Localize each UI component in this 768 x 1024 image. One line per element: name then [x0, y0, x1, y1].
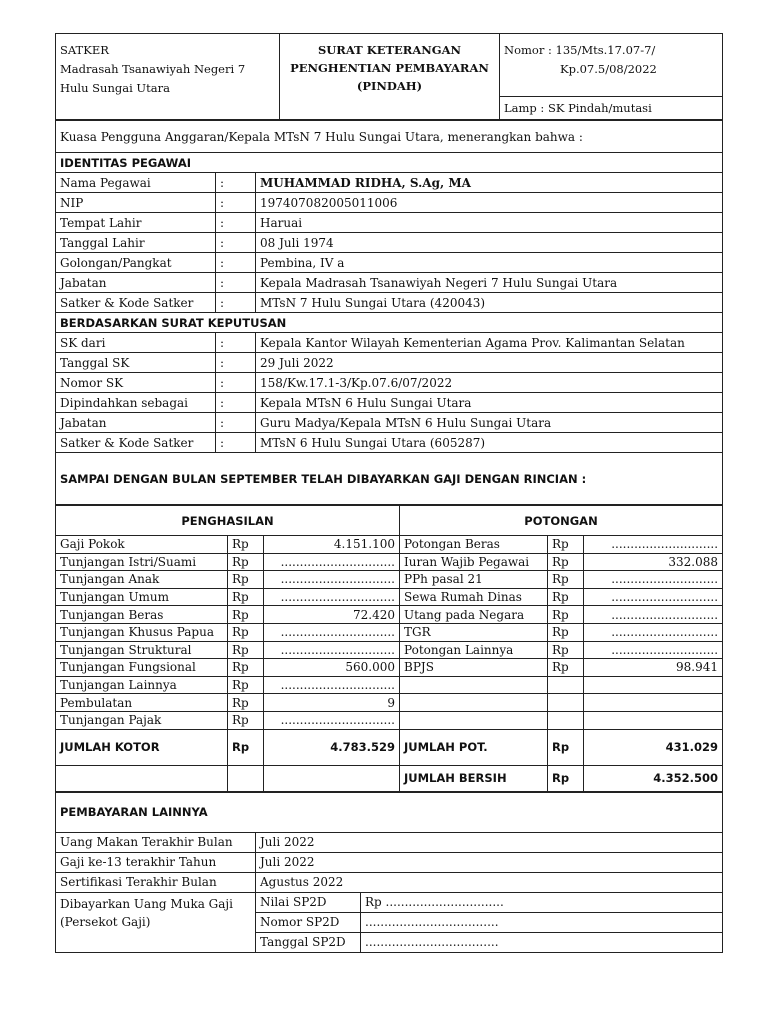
potongan-label: PPh pasal 21	[400, 571, 548, 589]
potongan-label	[400, 676, 548, 694]
field-colon: :	[216, 213, 256, 233]
keputusan-row	[56, 373, 723, 393]
identitas-row	[56, 293, 723, 313]
penghasilan-label: Tunjangan Struktural	[56, 641, 228, 659]
sp2d-label: Nilai SP2D	[256, 892, 361, 912]
potongan-label: Sewa Rumah Dinas	[400, 588, 548, 606]
field-colon: :	[216, 373, 256, 393]
jumlah-pot-label: JUMLAH POT.	[400, 729, 548, 765]
jumlah-pot-value: 431.029	[584, 729, 723, 765]
penghasilan-rp: Rp	[228, 659, 264, 677]
sp2d-row	[56, 892, 723, 912]
field-colon: :	[216, 333, 256, 353]
field-label: Tanggal SK	[56, 353, 216, 373]
identitas-row	[56, 233, 723, 253]
field-value: Juli 2022	[256, 832, 723, 852]
field-label: SK dari	[56, 333, 216, 353]
section-title-lainnya: PEMBAYARAN LAINNYA	[56, 792, 723, 832]
jumlah-bersih-rp: Rp	[548, 765, 584, 791]
salary-row	[56, 623, 723, 641]
document-title-line2: PENGHENTIAN PEMBAYARAN	[290, 61, 489, 75]
penghasilan-rp: Rp	[228, 641, 264, 659]
penghasilan-rp: Rp	[228, 676, 264, 694]
other-payments-table	[55, 792, 723, 953]
penghasilan-label: Tunjangan Lainnya	[56, 676, 228, 694]
field-colon: :	[216, 353, 256, 373]
penghasilan-rp: Rp	[228, 588, 264, 606]
field-value: MTsN 7 Hulu Sungai Utara (420043)	[256, 293, 723, 313]
salary-row	[56, 553, 723, 571]
potongan-rp	[548, 694, 584, 712]
penghasilan-value: 560.000	[264, 659, 400, 677]
jumlah-kotor-rp: Rp	[228, 729, 264, 765]
field-label: Jabatan	[56, 273, 216, 293]
field-label: Nama Pegawai	[56, 173, 216, 193]
penghasilan-rp: Rp	[228, 571, 264, 589]
penghasilan-label: Pembulatan	[56, 694, 228, 712]
empty-cell	[264, 765, 400, 791]
field-label: Uang Makan Terakhir Bulan	[56, 832, 256, 852]
potongan-rp: Rp	[548, 606, 584, 624]
potongan-value: ............................	[584, 606, 723, 624]
uang-muka-cell	[56, 892, 256, 952]
field-label: NIP	[56, 193, 216, 213]
keputusan-row	[56, 413, 723, 433]
lainnya-row	[56, 872, 723, 892]
salary-row	[56, 694, 723, 712]
penghasilan-label: Tunjangan Fungsional	[56, 659, 228, 677]
penghasilan-value: ..............................	[264, 711, 400, 729]
lainnya-row	[56, 832, 723, 852]
potongan-value	[584, 711, 723, 729]
penghasilan-value: 72.420	[264, 606, 400, 624]
potongan-value	[584, 676, 723, 694]
field-label: Jabatan	[56, 413, 216, 433]
nomor-cell	[500, 34, 723, 97]
salary-row	[56, 641, 723, 659]
document-title-line1: SURAT KETERANGAN	[317, 43, 462, 57]
penghasilan-value: ..............................	[264, 676, 400, 694]
salary-row	[56, 588, 723, 606]
document-title-line3: (PINDAH)	[356, 79, 423, 93]
field-label: Sertifikasi Terakhir Bulan	[56, 872, 256, 892]
field-value: Kepala MTsN 6 Hulu Sungai Utara	[256, 393, 723, 413]
jumlah-bersih-label: JUMLAH BERSIH	[400, 765, 548, 791]
penghasilan-value: ..............................	[264, 641, 400, 659]
potongan-label: BPJS	[400, 659, 548, 677]
penghasilan-rp: Rp	[228, 536, 264, 554]
sp2d-value: ...................................	[361, 912, 723, 932]
field-colon: :	[216, 293, 256, 313]
salary-row	[56, 606, 723, 624]
potongan-rp: Rp	[548, 571, 584, 589]
sp2d-label: Nomor SP2D	[256, 912, 361, 932]
identitas-row	[56, 193, 723, 213]
salary-table	[55, 505, 723, 792]
field-label: Satker & Kode Satker	[56, 293, 216, 313]
field-value: Guru Madya/Kepala MTsN 6 Hulu Sungai Utara	[256, 413, 723, 433]
field-value: Pembina, IV a	[256, 253, 723, 273]
potongan-rp	[548, 711, 584, 729]
keputusan-row	[56, 353, 723, 373]
keputusan-row	[56, 393, 723, 413]
potongan-rp: Rp	[548, 588, 584, 606]
uang-muka-line2: (Persekot Gaji)	[60, 914, 151, 929]
potongan-value: ............................	[584, 588, 723, 606]
field-label: Nomor SK	[56, 373, 216, 393]
sp2d-label: Tanggal SP2D	[256, 932, 361, 952]
field-colon: :	[216, 273, 256, 293]
field-colon: :	[216, 173, 256, 193]
field-colon: :	[216, 253, 256, 273]
identitas-row	[56, 213, 723, 233]
jumlah-bersih-row	[56, 765, 723, 791]
potongan-rp: Rp	[548, 553, 584, 571]
field-value: 08 Juli 1974	[256, 233, 723, 253]
potongan-rp: Rp	[548, 623, 584, 641]
document	[55, 33, 722, 953]
potongan-rp: Rp	[548, 641, 584, 659]
jumlah-kotor-label: JUMLAH KOTOR	[56, 729, 228, 765]
uang-muka-line1: Dibayarkan Uang Muka Gaji	[60, 896, 233, 911]
section-title-identitas: IDENTITAS PEGAWAI	[56, 153, 723, 173]
jumlah-pot-rp: Rp	[548, 729, 584, 765]
potongan-label: Potongan Beras	[400, 536, 548, 554]
jumlah-kotor-row	[56, 729, 723, 765]
section-title-rincian: SAMPAI DENGAN BULAN SEPTEMBER TELAH DIBAYARKAN GAJI DENGAN RINCIAN :	[56, 453, 723, 505]
satker-cell	[56, 34, 280, 120]
penghasilan-label: Tunjangan Beras	[56, 606, 228, 624]
potongan-label: Potongan Lainnya	[400, 641, 548, 659]
field-value: 29 Juli 2022	[256, 353, 723, 373]
field-label: Dipindahkan sebagai	[56, 393, 216, 413]
potongan-rp	[548, 676, 584, 694]
potongan-label: Utang pada Negara	[400, 606, 548, 624]
identitas-row	[56, 253, 723, 273]
field-value: 158/Kw.17.1-3/Kp.07.6/07/2022	[256, 373, 723, 393]
lainnya-row	[56, 852, 723, 872]
jumlah-kotor-value: 4.783.529	[264, 729, 400, 765]
field-value: Kepala Madrasah Tsanawiyah Negeri 7 Hulu Sungai Utara	[256, 273, 723, 293]
satker-label: SATKER	[60, 43, 109, 57]
potongan-rp: Rp	[548, 536, 584, 554]
penghasilan-value: ..............................	[264, 571, 400, 589]
field-colon: :	[216, 193, 256, 213]
header-table	[55, 33, 723, 120]
field-colon: :	[216, 433, 256, 453]
penghasilan-rp: Rp	[228, 553, 264, 571]
potongan-label	[400, 711, 548, 729]
field-label: Tempat Lahir	[56, 213, 216, 233]
potongan-value: ............................	[584, 641, 723, 659]
potongan-value: 332.088	[584, 553, 723, 571]
penghasilan-header: PENGHASILAN	[56, 506, 400, 536]
sp2d-value: ...................................	[361, 932, 723, 952]
identitas-row	[56, 273, 723, 293]
nomor-line1: Nomor : 135/Mts.17.07-7/	[504, 43, 656, 57]
field-value: Haruai	[256, 213, 723, 233]
penghasilan-rp: Rp	[228, 711, 264, 729]
empty-cell	[228, 765, 264, 791]
sp2d-value: Rp ...............................	[361, 892, 723, 912]
potongan-rp: Rp	[548, 659, 584, 677]
penghasilan-label: Gaji Pokok	[56, 536, 228, 554]
field-value: 197407082005011006	[256, 193, 723, 213]
salary-row	[56, 711, 723, 729]
field-colon: :	[216, 233, 256, 253]
potongan-value: ............................	[584, 623, 723, 641]
penghasilan-value: 9	[264, 694, 400, 712]
potongan-header: POTONGAN	[400, 506, 723, 536]
identitas-row	[56, 173, 723, 193]
intro-text: Kuasa Pengguna Anggaran/Kepala MTsN 7 Hulu Sungai Utara, menerangkan bahwa :	[56, 121, 723, 153]
field-label: Tanggal Lahir	[56, 233, 216, 253]
penghasilan-value: 4.151.100	[264, 536, 400, 554]
field-value: MUHAMMAD RIDHA, S.Ag, MA	[256, 173, 723, 193]
potongan-value: 98.941	[584, 659, 723, 677]
potongan-value: ............................	[584, 571, 723, 589]
keputusan-row	[56, 433, 723, 453]
penghasilan-label: Tunjangan Istri/Suami	[56, 553, 228, 571]
penghasilan-label: Tunjangan Anak	[56, 571, 228, 589]
satker-name-line2: Hulu Sungai Utara	[60, 81, 170, 95]
potongan-label: Iuran Wajib Pegawai	[400, 553, 548, 571]
lamp-cell: Lamp : SK Pindah/mutasi	[500, 97, 723, 120]
field-value: Kepala Kantor Wilayah Kementerian Agama Prov. Kalimantan Selatan	[256, 333, 723, 353]
penghasilan-value: ..............................	[264, 553, 400, 571]
empty-cell	[56, 765, 228, 791]
jumlah-bersih-value: 4.352.500	[584, 765, 723, 791]
potongan-label	[400, 694, 548, 712]
field-colon: :	[216, 393, 256, 413]
penghasilan-rp: Rp	[228, 606, 264, 624]
potongan-value: ............................	[584, 536, 723, 554]
potongan-value	[584, 694, 723, 712]
section-title-keputusan: BERDASARKAN SURAT KEPUTUSAN	[56, 313, 723, 333]
salary-row	[56, 659, 723, 677]
title-cell	[280, 34, 500, 120]
field-label: Gaji ke-13 terakhir Tahun	[56, 852, 256, 872]
penghasilan-label: Tunjangan Pajak	[56, 711, 228, 729]
penghasilan-label: Tunjangan Khusus Papua	[56, 623, 228, 641]
penghasilan-value: ..............................	[264, 588, 400, 606]
penghasilan-rp: Rp	[228, 694, 264, 712]
field-colon: :	[216, 413, 256, 433]
field-value: MTsN 6 Hulu Sungai Utara (605287)	[256, 433, 723, 453]
penghasilan-rp: Rp	[228, 623, 264, 641]
penghasilan-value: ..............................	[264, 623, 400, 641]
potongan-label: TGR	[400, 623, 548, 641]
field-label: Golongan/Pangkat	[56, 253, 216, 273]
identity-table	[55, 120, 723, 505]
penghasilan-label: Tunjangan Umum	[56, 588, 228, 606]
salary-row	[56, 536, 723, 554]
field-value: Agustus 2022	[256, 872, 723, 892]
satker-name-line1: Madrasah Tsanawiyah Negeri 7	[60, 62, 246, 76]
salary-row	[56, 571, 723, 589]
field-value: Juli 2022	[256, 852, 723, 872]
field-label: Satker & Kode Satker	[56, 433, 216, 453]
nomor-line2: Kp.07.5/08/2022	[560, 62, 657, 76]
salary-row	[56, 676, 723, 694]
keputusan-row	[56, 333, 723, 353]
